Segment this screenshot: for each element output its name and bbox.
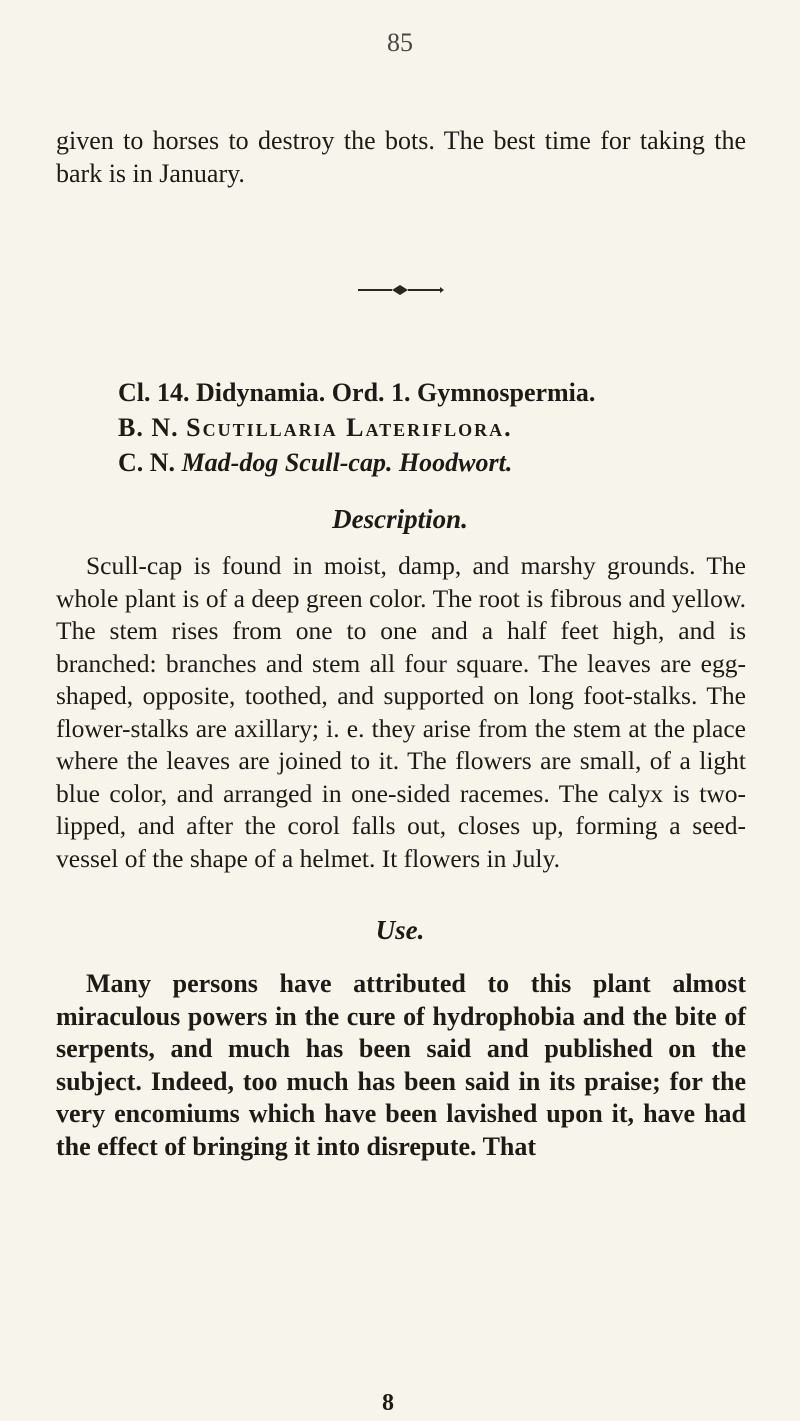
signature-mark: 8: [382, 1390, 394, 1416]
common-prefix: C. N.: [118, 448, 176, 477]
description-heading: Description.: [332, 504, 468, 534]
use-heading: Use.: [375, 915, 425, 945]
botanical-prefix: B. N.: [118, 413, 179, 442]
description-paragraph: Scull-cap is found in moist, damp, and marshy grounds. The whole plant is of a deep green color. The root is fibrous and yellow. The stem rises from one to one and a half feet high, and is branched: branches and stem all four square. The leaves are egg-shaped, opposite, toothed, and supported on long foot-stalks. The flower-stalks are axillary; i. e. they arise from the stem at the place where the leaves are joined to it. The flowers are small, of a light blue color, and arranged in one-sided racemes. The calyx is two-lipped, and after the corol falls out, closes up, forming a seed-vessel of the shape of a helmet. It flowers in July.: [56, 551, 746, 873]
page-number: 85: [387, 28, 413, 57]
linnaean-class-line: Cl. 14. Didynamia. Ord. 1. Gymnospermia.: [118, 378, 596, 407]
botanical-name: Scutillaria Lateriflora.: [186, 413, 513, 442]
use-paragraph: Many persons have attributed to this plant almost miraculous powers in the cure of hydrophobia and the bite of serpents, and much has been said and published on the subject. Indeed, too much has been said in its praise; for the very encomiums which have been lavished upon it, have had the effect of bringing it into disrepute. That: [56, 969, 746, 1161]
botanical-name-line: [118, 410, 758, 445]
common-name: Mad-dog Scull-cap. Hoodwort.: [181, 448, 513, 477]
common-name-line: [118, 445, 758, 480]
classification-block: [118, 375, 758, 480]
continuation-text-block: [56, 124, 746, 190]
ornamental-divider: [356, 284, 444, 296]
continuation-paragraph: given to horses to destroy the bots. The best time for taking the bark is in January.: [56, 126, 746, 188]
